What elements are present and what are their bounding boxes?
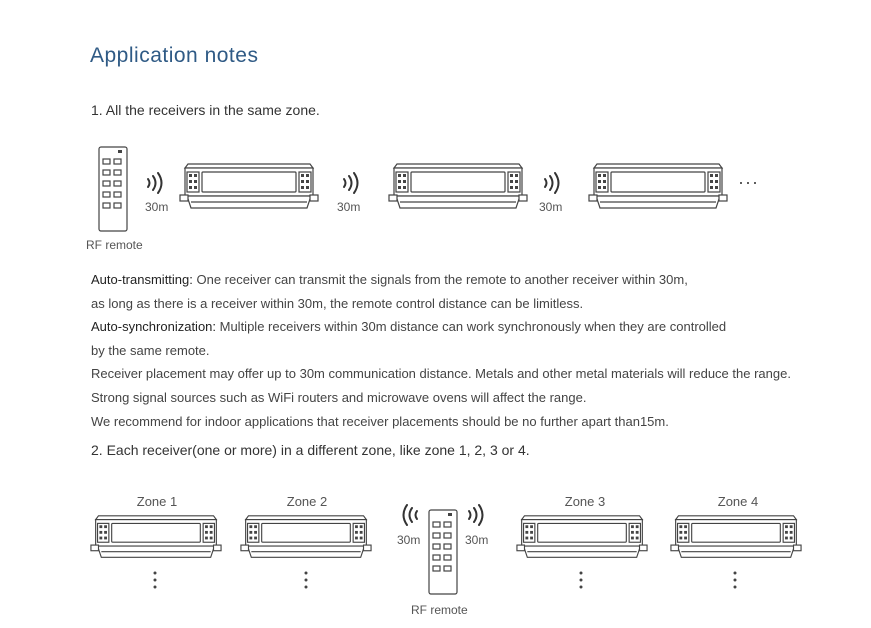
receiver-icon (516, 512, 648, 564)
more-receivers-vertical-dots (303, 570, 309, 590)
more-receivers-ellipsis: ··· (738, 172, 759, 192)
receiver-icon (388, 160, 528, 215)
paragraph-line: Receiver placement may offer up to 30m communication distance. Metals and other metal materials will reduce the range. (91, 366, 791, 382)
distance-label: 30m (539, 200, 563, 214)
more-receivers-vertical-dots (152, 570, 158, 590)
signal-wave-icon (340, 172, 362, 194)
receiver-icon (179, 160, 319, 215)
zone-label: Zone 4 (717, 494, 759, 509)
receiver-icon (670, 512, 802, 564)
distance-label: 30m (465, 533, 489, 547)
signal-wave-left-icon (399, 504, 421, 526)
term-label: Auto-transmitting: (91, 272, 193, 287)
more-receivers-vertical-dots (578, 570, 584, 590)
rf-remote-icon (428, 507, 458, 597)
paragraph-line: We recommend for indoor applications that receiver placements should be no further apart than15m. (91, 413, 669, 429)
signal-wave-icon (144, 172, 166, 194)
rf-remote-label: RF remote (411, 603, 468, 617)
rf-remote-icon (98, 146, 128, 232)
more-receivers-vertical-dots (732, 570, 738, 590)
signal-wave-icon (541, 172, 563, 194)
section-2-heading: 2. Each receiver(one or more) in a different zone, like zone 1, 2, 3 or 4. (91, 442, 530, 458)
signal-wave-right-icon (465, 504, 487, 526)
page-title: Application notes (90, 44, 259, 67)
receiver-icon (588, 160, 728, 215)
paragraph-line: Auto-transmitting: One receiver can transmit the signals from the remote to another receiver within 30m, (91, 272, 688, 287)
description-block (91, 268, 791, 433)
paragraph-line: as long as there is a receiver within 30m, the remote control distance can be limitless. (91, 295, 584, 311)
zone-label: Zone 1 (136, 494, 178, 509)
zone-label: Zone 3 (564, 494, 606, 509)
term-label: Auto-synchronization: (91, 319, 217, 335)
section-1-heading: 1. All the receivers in the same zone. (91, 102, 320, 118)
paragraph-line: Auto-synchronization: Multiple receivers within 30m distance can work synchronously when they are controlled (91, 319, 727, 335)
distance-label: 30m (145, 200, 169, 214)
receiver-icon (90, 512, 222, 564)
zone-label: Zone 2 (286, 494, 328, 509)
distance-label: 30m (337, 200, 361, 214)
distance-label: 30m (397, 533, 421, 547)
paragraph-line: Strong signal sources such as WiFi routers and microwave ovens will affect the range. (91, 389, 587, 405)
receiver-icon (240, 512, 372, 564)
rf-remote-label: RF remote (86, 238, 143, 252)
paragraph-line: by the same remote. (91, 342, 210, 358)
